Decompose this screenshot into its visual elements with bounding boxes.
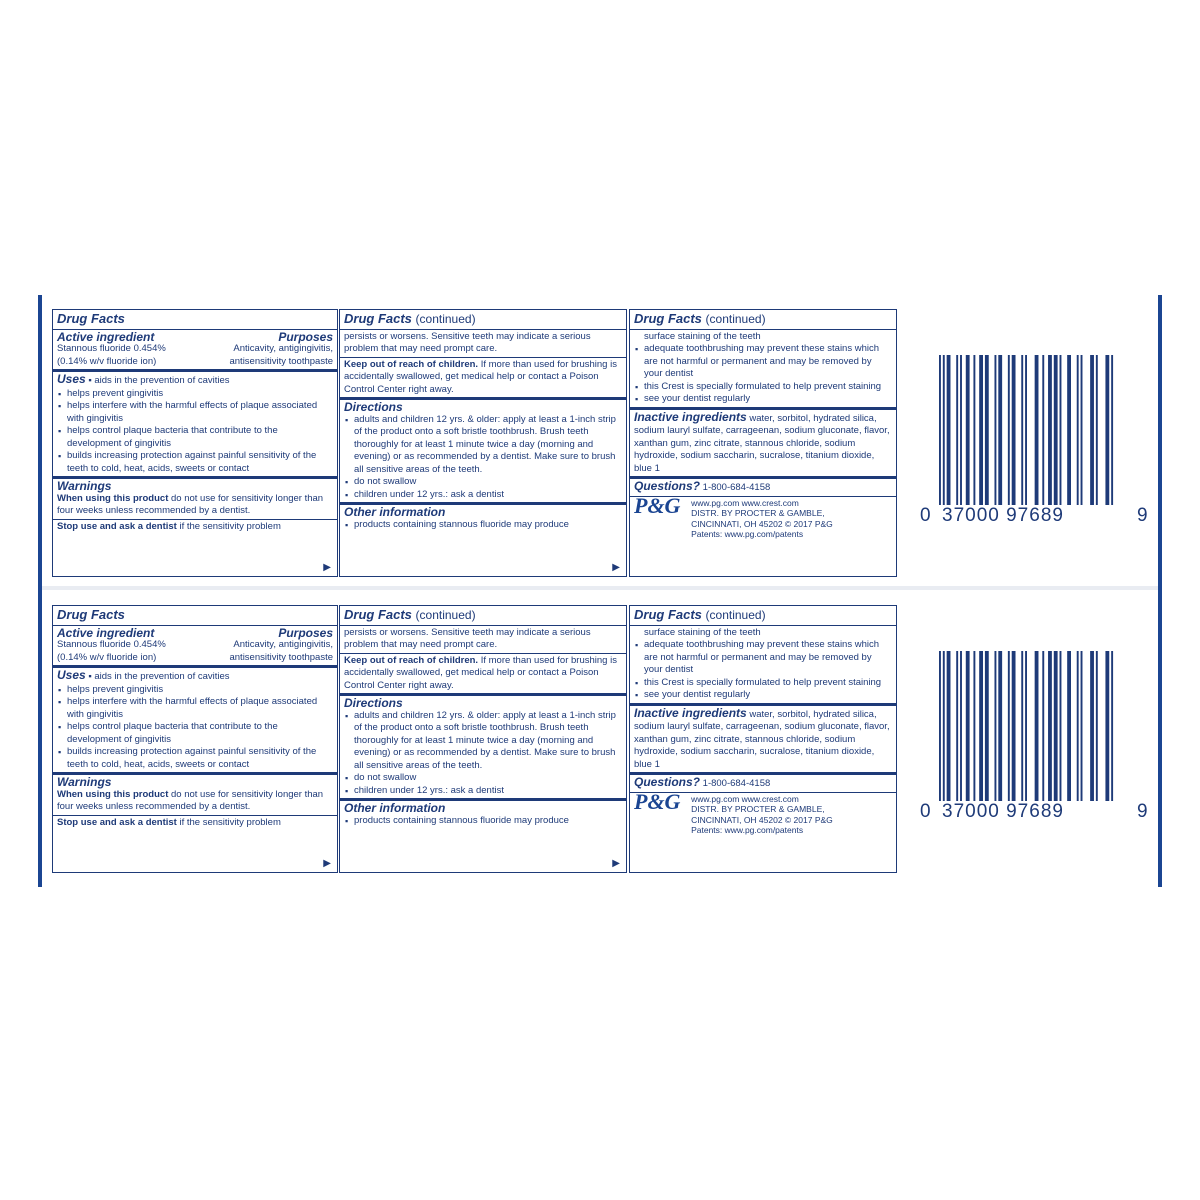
- inactive-ingredients-label: Inactive ingredients: [634, 409, 747, 424]
- questions-label: Questions?: [634, 479, 701, 493]
- inactive-ingredients-label: Inactive ingredients: [634, 705, 747, 720]
- drug-facts-column-2: [339, 605, 627, 873]
- list-item: ▪ this Crest is specially formulated to help prevent staining: [634, 677, 892, 690]
- barcode-bar: [979, 355, 983, 505]
- barcode-bar: [1008, 355, 1010, 505]
- barcode-bar: [1054, 651, 1058, 801]
- barcode-bar: [998, 651, 1002, 801]
- barcode-bar: [966, 651, 970, 801]
- barcode-bar: [1105, 355, 1109, 505]
- barcode-bar: [939, 355, 941, 505]
- keep-out-section: Keep out of reach of children. If more than used for brushing is accidentally swallowed, get medical help or contact a Poison Control Center right away.: [340, 654, 626, 697]
- uses-section: Uses ▪ aids in the prevention of cavities ▪ helps prevent gingivitis ▪ helps interfere with the harmful effects of plaque associated with gingivitis ▪ helps control plaque bacteria that contribute to the development of gingivitis ▪ builds increasing protection against painful sensitivity of the teeth to cold, heat, acids, sweets or contact: [53, 372, 337, 479]
- barcode-bar: [1035, 651, 1039, 801]
- barcode-digit-left: 0: [920, 801, 931, 822]
- barcode-bar: [1096, 355, 1098, 505]
- list-item: ▪ builds increasing protection against painful sensitivity of the teeth to cold, heat, acids, sweets or contact: [57, 450, 333, 475]
- warnings-section: Warnings When using this product do not use for sensitivity longer than four weeks unless recommended by a dentist.: [53, 775, 337, 816]
- drug-facts-header: Drug Facts: [53, 310, 337, 330]
- inactive-ingredients-section: Inactive ingredients water, sorbitol, hydrated silica, sodium lauryl sulfate, carrageenan, sodium gluconate, flavor, xanthan gum, zinc citrate, stannous chloride, sodium hydroxide, sodium saccharin, sucralose, titanium dioxide, blue 1: [630, 410, 896, 480]
- barcode-bar: [1054, 355, 1058, 505]
- barcode-bar: [1067, 355, 1071, 505]
- barcode-bar: [1048, 355, 1052, 505]
- questions-label: Questions?: [634, 775, 701, 789]
- barcode-bar: [1060, 651, 1062, 801]
- barcode-bar: [994, 355, 996, 505]
- barcode-bar: [1105, 651, 1109, 801]
- stop-use-section: Stop use and ask a dentist if the sensitivity problem: [57, 816, 281, 828]
- barcode-bar: [1042, 355, 1044, 505]
- list-item: ▪ do not swallow: [344, 772, 622, 785]
- barcode-bar: [1111, 651, 1113, 801]
- stop-use-section: Stop use and ask a dentist if the sensitivity problem: [57, 520, 281, 532]
- directions-section: [340, 696, 626, 801]
- drug-facts-column-1: [52, 309, 338, 577]
- drug-facts-header: Drug Facts (continued): [630, 310, 896, 330]
- list-item: ▪ products containing stannous fluoride may produce: [344, 815, 622, 828]
- questions-phone: 1-800-684-4158: [702, 778, 771, 789]
- barcode-bar: [1077, 651, 1079, 801]
- list-item: ▪ helps control plaque bacteria that contribute to the development of gingivitis: [57, 425, 333, 450]
- sensitivity-note: persists or worsens. Sensitive teeth may indicate a serious problem that may need prompt care.: [340, 330, 626, 358]
- barcode-digits: 37000 97689: [942, 505, 1064, 526]
- barcode: [912, 651, 1152, 831]
- inactive-ingredients-section: Inactive ingredients water, sorbitol, hydrated silica, sodium lauryl sulfate, carrageenan, sodium gluconate, flavor, xanthan gum, zinc citrate, stannous chloride, sodium hydroxide, sodium saccharin, sucralose, titanium dioxide, blue 1: [630, 706, 896, 776]
- barcode-bar: [939, 651, 941, 801]
- drug-facts-column-1: [52, 605, 338, 873]
- list-item: ▪ do not swallow: [344, 476, 622, 489]
- barcode-bar: [1081, 355, 1083, 505]
- barcode-bar: [985, 355, 989, 505]
- barcode-bar: [1021, 651, 1023, 801]
- barcode-bar: [1048, 651, 1052, 801]
- list-item: ▪ children under 12 yrs.: ask a dentist: [344, 489, 622, 502]
- barcode-bar: [1067, 651, 1071, 801]
- warnings-label: Warnings: [57, 775, 112, 789]
- list-item: ▪ adequate toothbrushing may prevent these stains which are not harmful or permanent and may be removed by your dentist: [634, 343, 892, 381]
- staining-section: surface staining of the teeth ▪ adequate toothbrushing may prevent these stains which are not harmful or permanent and may be removed by your dentist ▪ this Crest is specially formulated to help prevent staining ▪ see your dentist regularly: [630, 330, 896, 410]
- pg-logo: P&G: [634, 492, 681, 518]
- list-item: ▪ helps interfere with the harmful effects of plaque associated with gingivitis: [57, 400, 333, 425]
- other-information-section: [340, 801, 626, 828]
- barcode-bar: [1021, 355, 1023, 505]
- drug-facts-column-3: [629, 309, 897, 577]
- list-item: ▪ see your dentist regularly: [634, 393, 892, 406]
- barcode-bar: [960, 355, 962, 505]
- barcode-bar: [1012, 651, 1016, 801]
- directions-label: Directions: [344, 400, 403, 414]
- barcode-bar: [1025, 355, 1027, 505]
- list-item: ▪ adults and children 12 yrs. & older: apply at least a 1-inch strip of the product onto a soft bristle toothbrush. Brush teeth thoroughly for at least 1 minute twice a day (morning and evening) or as recommended by a dentist. Make sure to brush all sensitive areas of the teeth.: [344, 710, 622, 773]
- purposes-label: Purposes: [278, 625, 333, 640]
- barcode-bar: [1096, 651, 1098, 801]
- barcode-digit-right: 9: [1137, 801, 1148, 822]
- barcode-digit-right: 9: [1137, 505, 1148, 526]
- continue-arrow-icon: ▶: [323, 561, 331, 573]
- list-item: ▪ helps control plaque bacteria that contribute to the development of gingivitis: [57, 721, 333, 746]
- active-ingredient-label: Active ingredient: [57, 329, 155, 344]
- list-item: ▪ builds increasing protection against painful sensitivity of the teeth to cold, heat, acids, sweets or contact: [57, 746, 333, 771]
- questions-phone: 1-800-684-4158: [702, 482, 771, 493]
- purposes-label: Purposes: [278, 329, 333, 344]
- barcode-bars: [937, 651, 1117, 801]
- list-item: ▪ helps interfere with the harmful effects of plaque associated with gingivitis: [57, 696, 333, 721]
- uses-section: Uses ▪ aids in the prevention of cavities ▪ helps prevent gingivitis ▪ helps interfere with the harmful effects of plaque associated with gingivitis ▪ helps control plaque bacteria that contribute to the development of gingivitis ▪ builds increasing protection against painful sensitivity of the teeth to cold, heat, acids, sweets or contact: [53, 668, 337, 775]
- barcode-bar: [1090, 651, 1094, 801]
- barcode-bar: [947, 651, 951, 801]
- sensitivity-note: persists or worsens. Sensitive teeth may indicate a serious problem that may need prompt care.: [340, 626, 626, 654]
- barcode-bar: [1042, 651, 1044, 801]
- barcode-bar: [973, 651, 975, 801]
- barcode-bar: [1077, 355, 1079, 505]
- barcode-bar: [1008, 651, 1010, 801]
- drug-facts-column-3: [629, 605, 897, 873]
- barcode-bar: [998, 355, 1002, 505]
- barcode-digits: 37000 97689: [942, 801, 1064, 822]
- barcode-bar: [985, 651, 989, 801]
- staining-section: surface staining of the teeth ▪ adequate toothbrushing may prevent these stains which are not harmful or permanent and may be removed by your dentist ▪ this Crest is specially formulated to help prevent staining ▪ see your dentist regularly: [630, 626, 896, 706]
- barcode-bar: [956, 651, 958, 801]
- uses-label: Uses: [57, 372, 86, 386]
- warnings-section: Warnings When using this product do not use for sensitivity longer than four weeks unless recommended by a dentist.: [53, 479, 337, 520]
- barcode-bar: [973, 355, 975, 505]
- barcode-digit-left: 0: [920, 505, 931, 526]
- drug-facts-header: Drug Facts (continued): [340, 310, 626, 330]
- list-item: ▪ adequate toothbrushing may prevent these stains which are not harmful or permanent and may be removed by your dentist: [634, 639, 892, 677]
- toothpaste-package-flat: [38, 295, 1162, 887]
- list-item: ▪ this Crest is specially formulated to help prevent staining: [634, 381, 892, 394]
- barcode-bar: [960, 651, 962, 801]
- pg-distributor-section: P&G www.pg.com www.crest.com DISTR. BY PROCTER & GAMBLE, CINCINNATI, OH 45202 © 2017 P&G Patents: www.pg.com/patents: [634, 788, 833, 835]
- continue-arrow-icon: ▶: [323, 857, 331, 869]
- barcode-bars: [937, 355, 1117, 505]
- list-item: ▪ see your dentist regularly: [634, 689, 892, 702]
- barcode-bar: [1012, 355, 1016, 505]
- continue-arrow-icon: ▶: [612, 857, 620, 869]
- active-ingredient-section: Active ingredient Purposes Stannous fluoride 0.454% Anticavity, antigingivitis, (0.14% w/v fluoride ion) antisensitivity toothpaste: [53, 330, 337, 373]
- barcode-bar: [947, 355, 951, 505]
- barcode-bar: [1025, 651, 1027, 801]
- barcode-bar: [1060, 355, 1062, 505]
- list-item: ▪ children under 12 yrs.: ask a dentist: [344, 785, 622, 798]
- barcode-bar: [1111, 355, 1113, 505]
- barcode-bar: [979, 651, 983, 801]
- list-item: ▪ products containing stannous fluoride may produce: [344, 519, 622, 532]
- panel-divider: [42, 586, 1158, 590]
- barcode-bar: [943, 651, 945, 801]
- active-ingredient-section: Active ingredient Purposes Stannous fluoride 0.454% Anticavity, antigingivitis, (0.14% w/v fluoride ion) antisensitivity toothpaste: [53, 626, 337, 669]
- label-panel-bottom: [42, 591, 1158, 881]
- drug-facts-header: Drug Facts: [53, 606, 337, 626]
- drug-facts-header: Drug Facts (continued): [630, 606, 896, 626]
- barcode-bar: [1090, 355, 1094, 505]
- other-information-label: Other information: [344, 801, 446, 815]
- keep-out-section: Keep out of reach of children. If more than used for brushing is accidentally swallowed, get medical help or contact a Poison Control Center right away.: [340, 358, 626, 401]
- barcode-bar: [956, 355, 958, 505]
- list-item: ▪ helps prevent gingivitis: [57, 684, 333, 697]
- directions-label: Directions: [344, 696, 403, 710]
- other-information-section: [340, 505, 626, 532]
- barcode: [912, 355, 1152, 535]
- drug-facts-column-2: [339, 309, 627, 577]
- drug-facts-header: Drug Facts (continued): [340, 606, 626, 626]
- warnings-label: Warnings: [57, 479, 112, 493]
- barcode-bar: [1035, 355, 1039, 505]
- barcode-bar: [1081, 651, 1083, 801]
- pg-distributor-section: P&G www.pg.com www.crest.com DISTR. BY PROCTER & GAMBLE, CINCINNATI, OH 45202 © 2017 P&G Patents: www.pg.com/patents: [634, 492, 833, 539]
- list-item: ▪ helps prevent gingivitis: [57, 388, 333, 401]
- label-panel-top: [42, 295, 1158, 585]
- continue-arrow-icon: ▶: [612, 561, 620, 573]
- other-information-label: Other information: [344, 505, 446, 519]
- active-ingredient-label: Active ingredient: [57, 625, 155, 640]
- list-item: ▪ adults and children 12 yrs. & older: apply at least a 1-inch strip of the product onto a soft bristle toothbrush. Brush teeth thoroughly for at least 1 minute twice a day (morning and evening) or as recommended by a dentist. Make sure to brush all sensitive areas of the teeth.: [344, 414, 622, 477]
- uses-label: Uses: [57, 668, 86, 682]
- barcode-bar: [966, 355, 970, 505]
- barcode-bar: [943, 355, 945, 505]
- pg-logo: P&G: [634, 788, 681, 814]
- directions-section: [340, 400, 626, 505]
- barcode-bar: [994, 651, 996, 801]
